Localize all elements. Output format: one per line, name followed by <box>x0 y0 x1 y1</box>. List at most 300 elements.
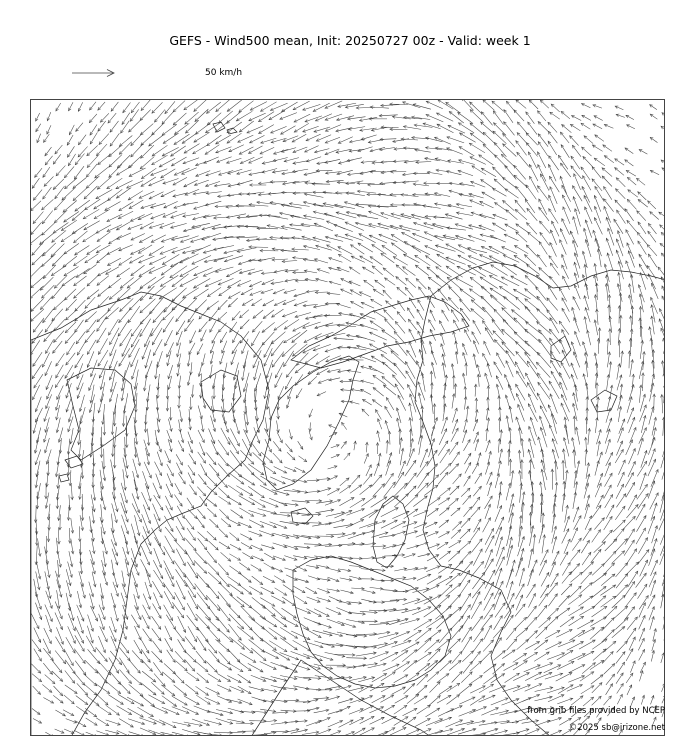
wind-arrow-shaft <box>129 121 140 132</box>
wind-arrow-shaft <box>201 464 207 476</box>
wind-arrow-shaft <box>470 200 484 206</box>
wind-arrow-shaft <box>219 111 233 123</box>
wind-arrow-shaft <box>45 147 52 156</box>
wind-arrow-head <box>362 498 365 501</box>
wind-arrow-shaft <box>458 255 477 265</box>
wind-arrow-shaft <box>662 395 663 414</box>
wind-arrow-shaft <box>90 125 97 136</box>
wind-arrow-shaft <box>631 274 634 292</box>
wind-arrow-shaft <box>65 289 77 300</box>
wind-arrow-shaft <box>583 275 588 290</box>
wind-arrow-head <box>491 265 494 268</box>
wind-arrow-shaft <box>351 256 365 262</box>
wind-arrow-shaft <box>229 145 244 152</box>
wind-arrow-head <box>284 326 287 329</box>
wind-arrow-head <box>407 308 410 311</box>
wind-arrow-shaft <box>407 350 418 365</box>
wind-arrow-shaft <box>638 538 647 554</box>
wind-arrow-shaft <box>382 245 397 255</box>
wind-arrow-shaft <box>164 561 174 580</box>
wind-arrow-shaft <box>664 351 665 369</box>
wind-arrow-shaft <box>449 541 461 548</box>
wind-arrow-shaft <box>427 508 438 516</box>
wind-arrow-shaft <box>649 549 655 566</box>
wind-arrow-shaft <box>198 452 206 463</box>
wind-arrow-head <box>351 245 354 248</box>
wind-arrow-shaft <box>64 166 74 177</box>
wind-arrow-shaft <box>495 203 508 212</box>
wind-arrow-shaft <box>185 518 194 529</box>
wind-arrow-shaft <box>594 518 604 530</box>
wind-arrow-head <box>664 503 665 506</box>
wind-arrow-shaft <box>594 218 602 235</box>
wind-arrow-shaft <box>197 509 205 519</box>
wind-arrow-shaft <box>31 234 42 245</box>
wind-arrow-shaft <box>626 505 638 519</box>
wind-arrow-shaft <box>351 245 365 254</box>
wind-arrow-shaft <box>47 385 53 399</box>
wind-arrow-shaft <box>183 158 199 164</box>
wind-arrow-shaft <box>218 323 226 332</box>
wind-arrow-shaft <box>497 353 505 368</box>
wind-arrow-shaft <box>596 495 603 509</box>
wind-arrow-shaft <box>254 427 260 443</box>
wind-arrow-shaft <box>418 473 429 489</box>
wind-arrow-shaft <box>152 123 165 135</box>
wind-arrow-shaft <box>75 300 86 311</box>
coastline-caribbean <box>59 456 83 482</box>
wind-arrow-shaft <box>119 136 132 147</box>
wind-arrow-shaft <box>283 300 295 305</box>
wind-arrow-shaft <box>540 550 548 566</box>
wind-arrow-shaft <box>504 234 518 241</box>
wind-arrow-shaft <box>219 509 228 518</box>
wind-arrow-shaft <box>237 180 252 184</box>
wind-arrow-shaft <box>176 549 185 566</box>
wind-arrow-shaft <box>194 289 209 299</box>
wind-arrow-shaft <box>199 442 204 455</box>
wind-arrow-shaft <box>239 508 253 517</box>
wind-arrow-shaft <box>207 135 222 146</box>
wind-arrow-shaft <box>439 551 450 560</box>
wind-arrow-shaft <box>555 482 557 502</box>
wind-arrow-shaft <box>538 437 544 457</box>
wind-arrow-shaft <box>475 473 482 484</box>
wind-arrow-shaft <box>628 461 635 477</box>
wind-arrow-shaft <box>464 507 472 517</box>
wind-arrow-shaft <box>500 430 501 444</box>
wind-arrow-shaft <box>438 472 448 484</box>
wind-arrow-shaft <box>516 232 527 242</box>
wind-arrow-shaft <box>289 204 309 207</box>
wind-arrow-shaft <box>240 534 252 540</box>
wind-arrow-shaft <box>501 277 519 286</box>
wind-arrow-shaft <box>626 115 634 119</box>
wind-arrow-shaft <box>626 170 636 176</box>
wind-arrow-shaft <box>102 571 107 586</box>
wind-arrow-shaft <box>177 516 185 530</box>
wind-arrow-shaft <box>188 509 197 518</box>
wind-arrow-head <box>373 289 376 292</box>
wind-arrow-shaft <box>604 551 616 564</box>
wind-arrow-shaft <box>207 102 221 113</box>
wind-arrow-shaft <box>470 277 486 290</box>
wind-arrow-shaft <box>211 440 218 455</box>
wind-arrow-shaft <box>101 382 105 402</box>
wind-arrow-shaft <box>305 354 318 364</box>
wind-arrow-shaft <box>178 473 185 484</box>
wind-arrow-shaft <box>55 145 63 154</box>
wind-arrow-shaft <box>56 166 65 176</box>
wind-arrow-shaft <box>586 220 592 238</box>
wind-arrow-shaft <box>574 416 575 434</box>
wind-arrow-shaft <box>197 344 203 355</box>
wind-arrow-shaft <box>627 177 636 185</box>
wind-arrow-shaft <box>78 416 81 433</box>
wind-arrow-head <box>491 559 494 562</box>
wind-arrow-shaft <box>393 375 405 390</box>
wind-arrow-shaft <box>493 131 507 144</box>
wind-arrow-shaft <box>360 510 377 519</box>
wind-arrow-shaft <box>229 554 240 561</box>
wind-arrow-shaft <box>483 321 493 336</box>
wind-arrow-shaft <box>219 529 228 538</box>
wind-arrow-shaft <box>661 328 665 345</box>
wind-arrow-shaft <box>653 350 654 369</box>
wind-arrow-shaft <box>185 189 199 195</box>
wind-arrow-shaft <box>495 340 507 354</box>
wind-arrow-shaft <box>651 470 658 487</box>
wind-arrow-shaft <box>177 506 184 519</box>
wind-arrow-shaft <box>573 217 578 235</box>
wind-arrow-shaft <box>606 505 614 519</box>
wind-arrow-shaft <box>315 292 328 293</box>
wind-arrow-shaft <box>175 483 182 495</box>
wind-arrow-shaft <box>272 259 288 260</box>
wind-arrow-shaft <box>268 215 289 219</box>
wind-arrow-shaft <box>33 352 42 366</box>
wind-arrow-shaft <box>370 257 383 266</box>
wind-arrow-shaft <box>227 112 242 124</box>
wind-arrow-head <box>436 267 439 270</box>
wind-arrow-shaft <box>552 469 553 490</box>
wind-arrow-shaft <box>481 286 497 299</box>
wind-arrow-shaft <box>539 242 547 255</box>
wind-arrow-shaft <box>538 111 546 121</box>
wind-arrow-shaft <box>341 441 346 448</box>
wind-arrow-shaft <box>79 526 80 541</box>
wind-arrow-shaft <box>515 209 527 219</box>
wind-arrow-shaft <box>603 145 612 151</box>
wind-arrow-shaft <box>403 267 416 276</box>
wind-arrow-shaft <box>582 115 591 120</box>
wind-arrow-shaft <box>217 157 232 163</box>
wind-arrow-shaft <box>460 289 475 300</box>
wind-arrow-shaft <box>278 386 284 399</box>
wind-arrow-shaft <box>517 152 529 166</box>
wind-arrow-shaft <box>228 298 237 307</box>
wind-map-canvas <box>31 100 665 736</box>
wind-arrow-shaft <box>76 123 83 132</box>
wind-arrow-shaft <box>369 366 384 374</box>
wind-arrow-shaft <box>244 383 248 402</box>
wind-arrow-shaft <box>83 232 98 242</box>
wind-arrow-shaft <box>292 249 309 250</box>
wind-arrow-shaft <box>570 124 580 130</box>
wind-arrow-shaft <box>194 561 207 574</box>
wind-arrow-shaft <box>74 166 84 179</box>
wind-arrow-shaft <box>372 475 382 487</box>
wind-arrow-shaft <box>450 486 459 495</box>
wind-arrow-shaft <box>121 121 130 133</box>
wind-arrow-shaft <box>101 437 102 457</box>
wind-arrow-shaft <box>127 181 144 188</box>
wind-arrow-shaft <box>612 551 625 564</box>
wind-arrow-shaft <box>122 515 129 534</box>
wind-arrow-shaft <box>652 283 659 299</box>
wind-arrow-shaft <box>597 473 602 487</box>
wind-arrow-shaft <box>383 473 393 487</box>
wind-arrow-shaft <box>383 290 392 299</box>
wind-arrow-shaft <box>493 215 507 221</box>
wind-arrow-shaft <box>140 299 155 313</box>
wind-arrow-shaft <box>457 266 476 275</box>
wind-arrow-shaft <box>570 572 582 582</box>
wind-arrow-shaft <box>396 265 408 275</box>
wind-arrow-shaft <box>648 254 657 267</box>
wind-arrow-shaft <box>625 473 633 488</box>
wind-arrow-shaft <box>207 486 217 495</box>
wind-arrow-shaft <box>423 206 441 209</box>
wind-arrow-head <box>119 208 122 211</box>
wind-arrow-shaft <box>520 483 522 503</box>
wind-arrow-shaft <box>641 451 647 468</box>
wind-arrow-shaft <box>559 321 569 335</box>
wind-arrow-shaft <box>109 145 122 156</box>
wind-arrow-shaft <box>110 338 118 356</box>
wind-arrow-shaft <box>472 497 480 508</box>
wind-arrow-shaft <box>604 156 614 163</box>
wind-arrow-shaft <box>561 111 570 118</box>
wind-arrow-shaft <box>120 329 132 346</box>
wind-arrow-shaft <box>46 560 49 578</box>
wind-arrow-head <box>451 310 454 313</box>
wind-arrow-shaft <box>542 535 545 554</box>
wind-arrow-shaft <box>62 276 76 286</box>
wind-arrow-shaft <box>152 102 163 113</box>
wind-arrow-shaft <box>145 328 154 347</box>
wind-arrow-shaft <box>165 568 174 587</box>
wind-arrow-shaft <box>87 290 99 300</box>
wind-arrow-shaft <box>45 156 52 165</box>
wind-arrow-shaft <box>471 562 484 578</box>
wind-arrow-shaft <box>230 544 241 550</box>
wind-arrow-shaft <box>116 181 133 189</box>
wind-arrow-shaft <box>273 441 281 451</box>
wind-arrow-shaft <box>473 486 481 496</box>
wind-arrow-shaft <box>400 429 401 445</box>
wind-arrow-shaft <box>359 356 376 362</box>
wind-arrow-shaft <box>485 328 494 343</box>
wind-arrow-shaft <box>563 449 566 468</box>
wind-arrow-shaft <box>595 186 604 200</box>
wind-arrow-head <box>663 549 665 552</box>
wind-arrow-head <box>517 371 520 374</box>
wind-arrow-shaft <box>188 432 193 444</box>
wind-arrow-shaft <box>381 253 394 263</box>
wind-arrow-shaft <box>464 476 471 487</box>
wind-arrow-shaft <box>44 407 49 422</box>
wind-arrow-shaft <box>439 520 449 528</box>
wind-arrow-shaft <box>316 510 334 513</box>
wind-arrow-shaft <box>240 331 249 343</box>
wind-arrow-shaft <box>119 142 131 155</box>
wind-arrow-shaft <box>325 545 342 546</box>
wind-arrow-shaft <box>232 311 240 320</box>
wind-arrow-shaft <box>472 463 478 474</box>
wind-arrow-shaft <box>652 316 655 334</box>
wind-arrow-shaft <box>89 374 96 391</box>
wind-arrow-shaft <box>33 385 40 400</box>
wind-arrow-shaft <box>551 360 561 377</box>
wind-arrow-shaft <box>581 123 590 129</box>
wind-arrow-shaft <box>615 506 625 520</box>
wind-arrow-shaft <box>397 312 406 323</box>
wind-arrow-shaft <box>87 275 98 286</box>
wind-arrow-shaft <box>242 299 253 305</box>
wind-arrow-shaft <box>263 300 274 306</box>
wind-arrow-shaft <box>138 245 152 253</box>
wind-arrow-shaft <box>202 224 221 229</box>
wind-arrow-shaft <box>563 460 564 480</box>
wind-arrow-shaft <box>516 417 522 434</box>
wind-arrow-shaft <box>648 201 656 209</box>
wind-arrow-shaft <box>281 126 296 134</box>
wind-arrow-shaft <box>386 398 393 411</box>
wind-arrow-shaft <box>378 224 398 230</box>
wind-arrow-shaft <box>514 175 527 187</box>
wind-arrow-shaft <box>159 288 177 299</box>
wind-arrow-shaft <box>161 190 175 197</box>
wind-arrow-shaft <box>334 338 354 340</box>
wind-arrow-shaft <box>151 320 162 337</box>
wind-arrow-head <box>468 476 471 479</box>
wind-arrow-head <box>614 219 617 222</box>
wind-arrow-shaft <box>357 183 375 184</box>
wind-arrow-shaft <box>361 496 376 507</box>
wind-arrow-shaft <box>549 329 561 343</box>
wind-arrow-shaft <box>586 240 591 257</box>
wind-arrow-shaft <box>47 125 51 134</box>
wind-arrow-shaft <box>248 464 263 475</box>
wind-arrow-shaft <box>464 440 471 451</box>
coastline-kamchatka <box>551 336 571 362</box>
wind-arrow-shaft <box>36 124 41 132</box>
wind-arrow-shaft <box>439 488 450 497</box>
wind-arrow-shaft <box>562 219 570 235</box>
wind-arrow-shaft <box>130 255 144 263</box>
wind-arrow-shaft <box>144 462 151 478</box>
wind-arrow-shaft <box>570 550 580 562</box>
wind-arrow-shaft <box>205 280 221 287</box>
wind-arrow-shaft <box>398 395 406 411</box>
wind-arrow-shaft <box>361 302 374 308</box>
wind-arrow-shaft <box>475 384 476 396</box>
wind-arrow-shaft <box>624 540 634 556</box>
wind-arrow-shaft <box>127 277 141 288</box>
wind-arrow-shaft <box>503 255 519 262</box>
wind-arrow-shaft <box>242 362 245 381</box>
wind-arrow-shaft <box>339 498 354 506</box>
wind-arrow-shaft <box>216 100 230 112</box>
wind-arrow-shaft <box>234 363 239 380</box>
wind-arrow-shaft <box>262 322 275 332</box>
wind-arrow-shaft <box>393 257 408 266</box>
wind-arrow-shaft <box>40 296 52 309</box>
wind-arrow-shaft <box>146 569 152 588</box>
wind-arrow-shaft <box>417 361 424 378</box>
wind-arrow-shaft <box>108 258 121 265</box>
wind-arrow-shaft <box>449 442 458 455</box>
wind-arrow-shaft <box>627 220 637 232</box>
wind-arrow-shaft <box>541 572 549 586</box>
wind-arrow-shaft <box>249 281 261 287</box>
wind-arrow-head <box>75 365 78 368</box>
wind-arrow-shaft <box>189 454 196 465</box>
wind-arrow-shaft <box>528 232 540 242</box>
wind-arrow-head <box>479 473 482 476</box>
wind-arrow-shaft <box>261 452 273 463</box>
wind-arrow-shaft <box>85 254 98 263</box>
wind-arrow-shaft <box>99 134 109 145</box>
wind-arrow-shaft <box>304 194 323 198</box>
wind-arrow-shaft <box>153 483 160 499</box>
wind-arrow-shaft <box>274 467 287 474</box>
wind-arrow-shaft <box>69 102 74 111</box>
wind-arrow-shaft <box>145 350 150 369</box>
wind-arrow-shaft <box>608 228 614 245</box>
wind-arrow-shaft <box>324 213 344 219</box>
wind-arrow-shaft <box>357 531 375 536</box>
wind-arrow-shaft <box>149 265 167 273</box>
wind-arrow-shaft <box>184 144 199 154</box>
wind-arrow-shaft <box>417 574 431 580</box>
wind-arrow-shaft <box>380 139 396 140</box>
wind-arrow-shaft <box>458 112 473 123</box>
wind-arrow-shaft <box>427 576 442 584</box>
wind-arrow-shaft <box>659 212 665 219</box>
wind-arrow-shaft <box>272 170 288 172</box>
wind-arrow-shaft <box>123 103 131 113</box>
wind-arrow-shaft <box>53 223 68 234</box>
wind-arrow-shaft <box>117 233 131 239</box>
wind-arrow-shaft <box>124 393 128 413</box>
wind-arrow-shaft <box>207 508 216 517</box>
wind-arrow-shaft <box>363 267 375 274</box>
wind-arrow-shaft <box>46 339 54 353</box>
wind-arrow-shaft <box>52 309 63 321</box>
wind-arrow-shaft <box>280 113 297 120</box>
wind-arrow-shaft <box>585 516 592 530</box>
wind-arrow-shaft <box>184 100 198 110</box>
wind-arrow-shaft <box>176 321 185 335</box>
wind-arrow-shaft <box>491 265 508 276</box>
coastline-japan <box>591 390 617 412</box>
wind-arrow-shaft <box>66 397 71 412</box>
wind-arrow-shaft <box>459 147 474 156</box>
wind-arrow-shaft <box>240 320 249 329</box>
wind-arrow-shaft <box>419 287 427 298</box>
